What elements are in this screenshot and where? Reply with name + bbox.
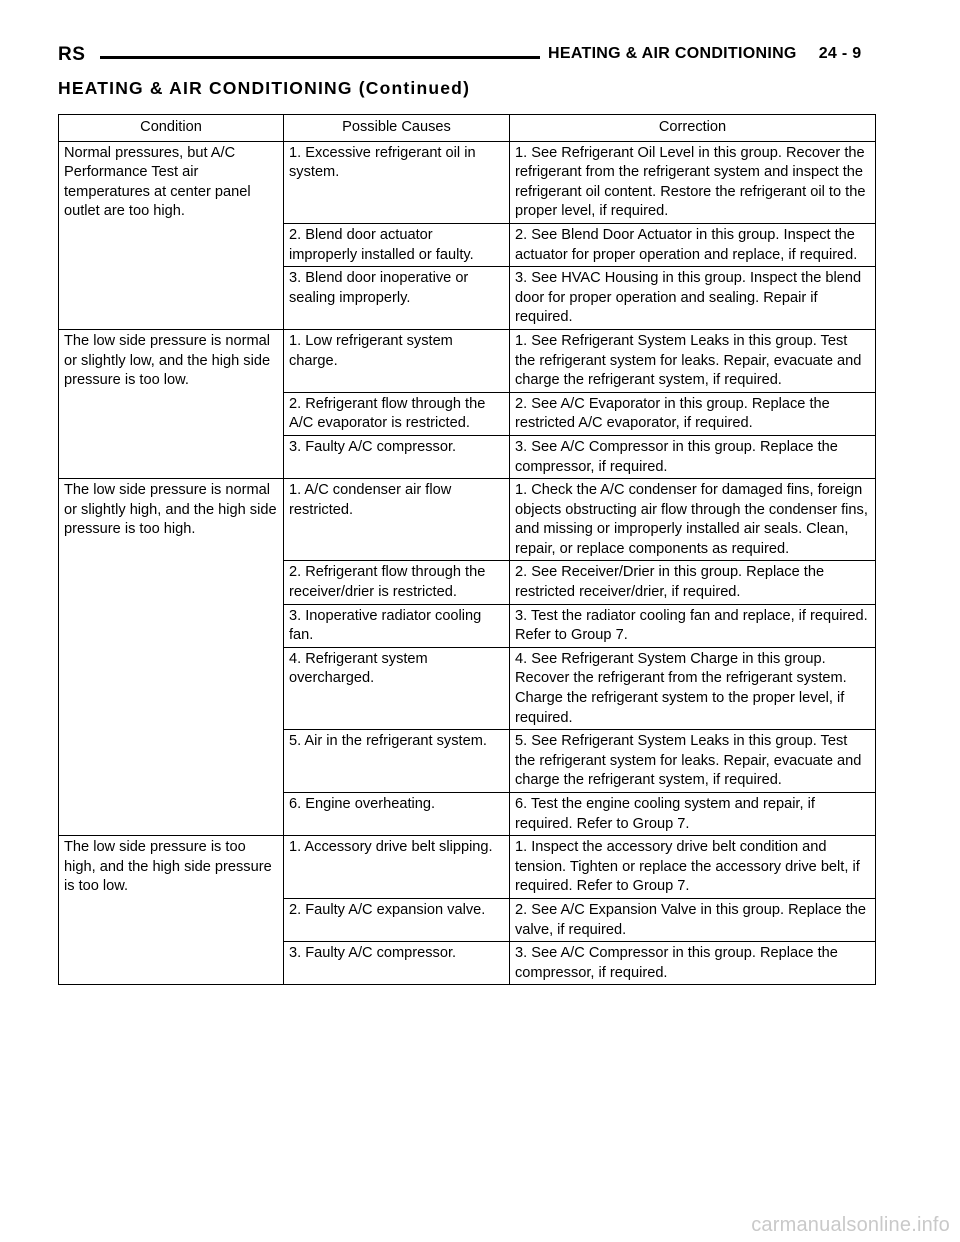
table-row (59, 479, 876, 561)
possible-cause-cell: 2. Blend door actuator improperly installed or faulty. (284, 223, 510, 266)
possible-cause-cell: 3. Faulty A/C compressor. (284, 942, 510, 985)
possible-cause-cell: 1. Low refrigerant system charge. (284, 329, 510, 392)
correction-cell: 3. See A/C Compressor in this group. Replace the compressor, if required. (510, 942, 876, 985)
condition-cell: Normal pressures, but A/C Performance Test air temperatures at center panel outlet are too high. (59, 141, 284, 329)
column-header-correction: Correction (510, 115, 876, 142)
possible-cause-cell: 3. Blend door inoperative or sealing improperly. (284, 267, 510, 330)
header-section-code: RS (58, 44, 86, 65)
condition-cell: The low side pressure is too high, and the high side pressure is too low. (59, 836, 284, 985)
column-header-condition: Condition (59, 115, 284, 142)
column-header-possible-causes: Possible Causes (284, 115, 510, 142)
correction-cell: 6. Test the engine cooling system and repair, if required. Refer to Group 7. (510, 793, 876, 836)
table-body (59, 141, 876, 985)
table-row (59, 141, 876, 223)
correction-cell: 1. See Refrigerant System Leaks in this group. Test the refrigerant system for leaks. Repair, evacuate and charge the refrigerant system, if required. (510, 329, 876, 392)
watermark: carmanualsonline.info (751, 1214, 950, 1236)
table-row (59, 836, 876, 899)
correction-cell: 3. Test the radiator cooling fan and replace, if required. Refer to Group 7. (510, 604, 876, 647)
condition-cell: The low side pressure is normal or slightly low, and the high side pressure is too low. (59, 329, 284, 478)
correction-cell: 3. See A/C Compressor in this group. Replace the compressor, if required. (510, 435, 876, 478)
correction-cell: 4. See Refrigerant System Charge in this group. Recover the refrigerant from the refrigerant system. Charge the refrigerant system to the proper level, if required. (510, 647, 876, 729)
header-title: HEATING & AIR CONDITIONING (548, 45, 797, 62)
possible-cause-cell: 1. Excessive refrigerant oil in system. (284, 141, 510, 223)
correction-cell: 3. See HVAC Housing in this group. Inspect the blend door for proper operation and sealing. Repair if required. (510, 267, 876, 330)
correction-cell: 5. See Refrigerant System Leaks in this group. Test the refrigerant system for leaks. Repair, evacuate and charge the refrigerant system, if required. (510, 730, 876, 793)
header-rule (100, 56, 540, 59)
possible-cause-cell: 5. Air in the refrigerant system. (284, 730, 510, 793)
possible-cause-cell: 4. Refrigerant system overcharged. (284, 647, 510, 729)
correction-cell: 2. See Blend Door Actuator in this group. Inspect the actuator for proper operation and replace, if required. (510, 223, 876, 266)
correction-cell: 1. Inspect the accessory drive belt condition and tension. Tighten or replace the accessory drive belt, if required. Refer to Group 7. (510, 836, 876, 899)
table-header-row (59, 115, 876, 142)
possible-cause-cell: 2. Refrigerant flow through the A/C evaporator is restricted. (284, 392, 510, 435)
section-title: HEATING & AIR CONDITIONING (Continued) (58, 78, 471, 98)
possible-cause-cell: 3. Inoperative radiator cooling fan. (284, 604, 510, 647)
correction-cell: 1. See Refrigerant Oil Level in this group. Recover the refrigerant from the refrigerant system and inspect the refrigerant oil content. Restore the refrigerant oil to the proper level, if required. (510, 141, 876, 223)
possible-cause-cell: 1. A/C condenser air flow restricted. (284, 479, 510, 561)
header-title-block (548, 45, 861, 63)
condition-cell: The low side pressure is normal or slightly high, and the high side pressure is too high. (59, 479, 284, 836)
diagnosis-table (58, 114, 876, 985)
possible-cause-cell: 3. Faulty A/C compressor. (284, 435, 510, 478)
correction-cell: 2. See Receiver/Drier in this group. Replace the restricted receiver/drier, if required. (510, 561, 876, 604)
table-row (59, 329, 876, 392)
correction-cell: 2. See A/C Evaporator in this group. Replace the restricted A/C evaporator, if required. (510, 392, 876, 435)
possible-cause-cell: 2. Faulty A/C expansion valve. (284, 898, 510, 941)
correction-cell: 2. See A/C Expansion Valve in this group. Replace the valve, if required. (510, 898, 876, 941)
possible-cause-cell: 6. Engine overheating. (284, 793, 510, 836)
correction-cell: 1. Check the A/C condenser for damaged fins, foreign objects obstructing air flow through the condenser fins, and missing or improperly installed air seals. Clean, repair, or replace components as required. (510, 479, 876, 561)
possible-cause-cell: 2. Refrigerant flow through the receiver/drier is restricted. (284, 561, 510, 604)
possible-cause-cell: 1. Accessory drive belt slipping. (284, 836, 510, 899)
page-number: 24 - 9 (818, 45, 862, 62)
